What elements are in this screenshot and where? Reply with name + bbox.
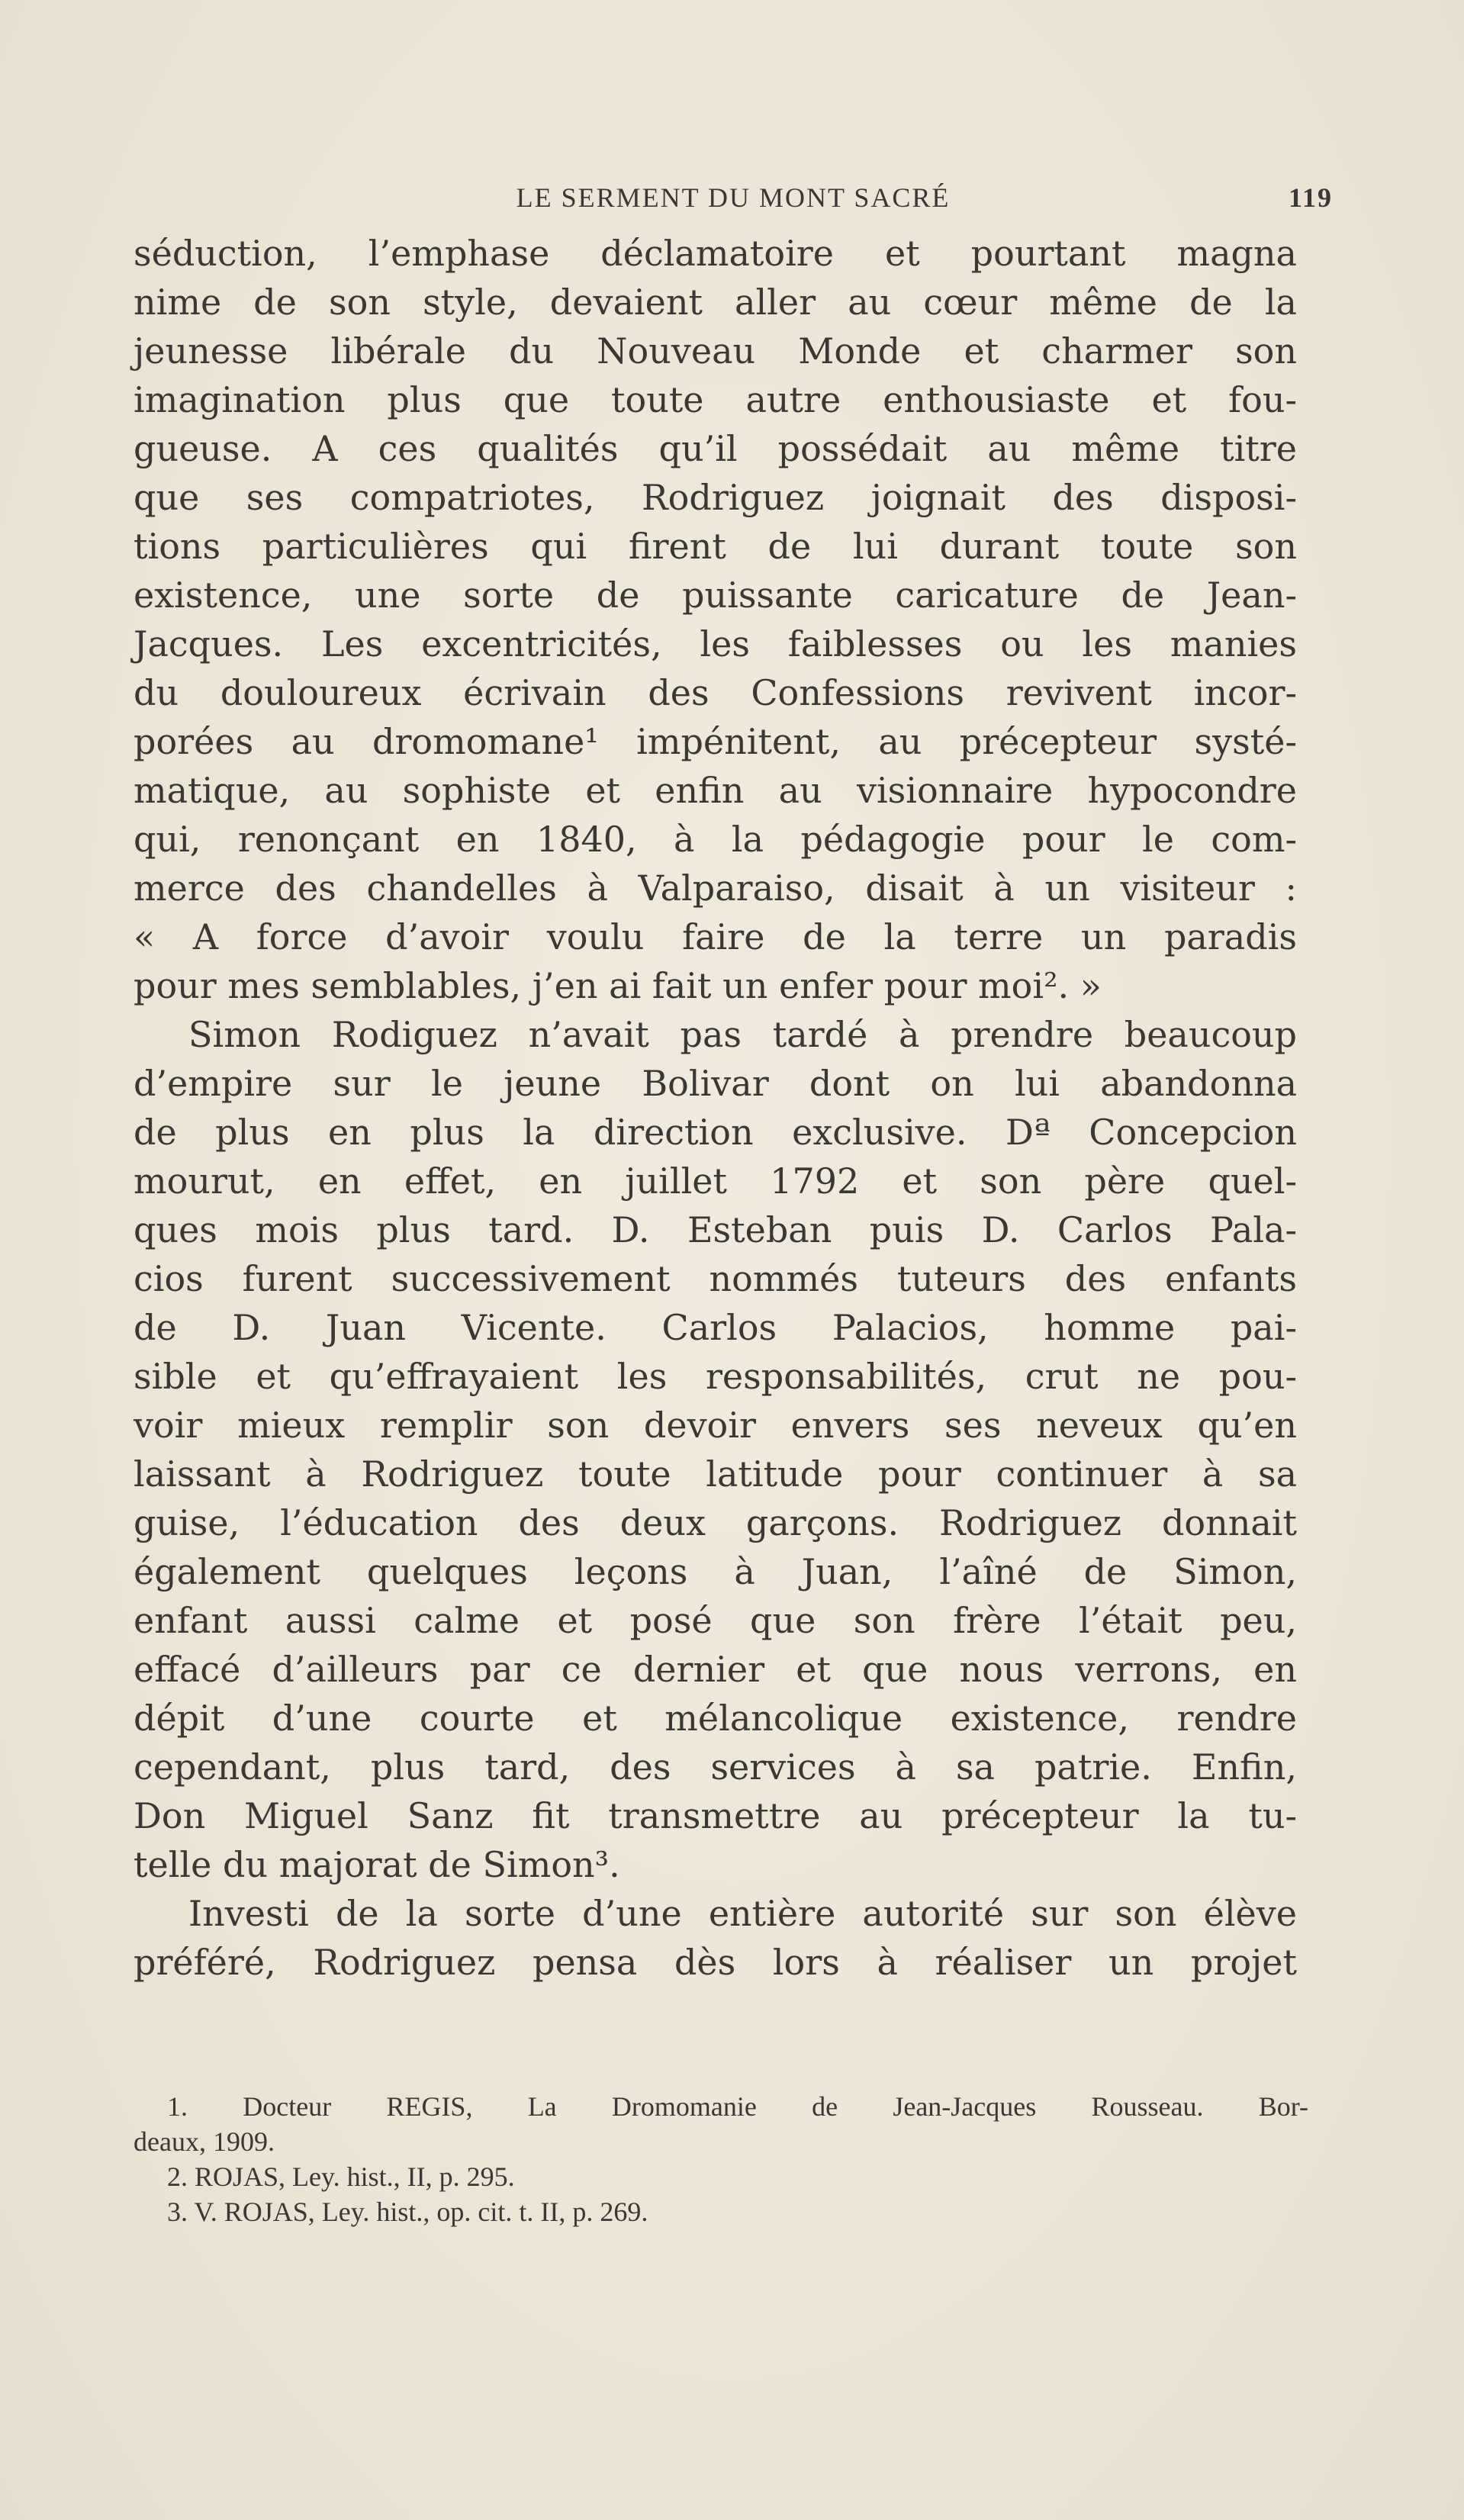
text-line: nime de son style, devaient aller au cœur même de la <box>134 282 1297 323</box>
text-line: pour mes semblables, j’en ai fait un enfer pour moi². » <box>134 965 1102 1006</box>
text-line: dépit d’une courte et mélancolique existence, rendre <box>134 1698 1297 1739</box>
text-line: effacé d’ailleurs par ce dernier et que nous verrons, en <box>134 1649 1297 1690</box>
text-line: sible et qu’effrayaient les responsabilités, crut ne pou- <box>134 1356 1297 1397</box>
text-line: de plus en plus la direction exclusive. Dª Concepcion <box>134 1112 1297 1153</box>
text-line: merce des chandelles à Valparaiso, disait à un visiteur : <box>134 867 1297 909</box>
text-line: Don Miguel Sanz fit transmettre au précepteur la tu- <box>134 1795 1297 1836</box>
text-line: de D. Juan Vicente. Carlos Palacios, homme pai- <box>134 1307 1297 1348</box>
text-line: jeunesse libérale du Nouveau Monde et charmer son <box>134 330 1297 372</box>
text-line: mourut, en effet, en juillet 1792 et son père quel- <box>134 1160 1297 1202</box>
text-line: ques mois plus tard. D. Esteban puis D. Carlos Pala- <box>134 1209 1297 1250</box>
text-line: voir mieux remplir son devoir envers ses neveux qu’en <box>134 1405 1297 1446</box>
text-line: Simon Rodiguez n’avait pas tardé à prendre beaucoup <box>188 1014 1297 1055</box>
running-title: LE SERMENT DU MONT SACRÉ <box>516 182 951 213</box>
footnote-2: 2. ROJAS, Ley. hist., II, p. 295. <box>167 2161 515 2192</box>
text-line: du douloureux écrivain des Confessions revivent incor- <box>134 672 1297 713</box>
text-line: telle du majorat de Simon³. <box>134 1844 620 1885</box>
text-line: « A force d’avoir voulu faire de la terre un paradis <box>134 916 1297 957</box>
text-line: porées au dromomane¹ impénitent, au précepteur systé- <box>134 721 1297 762</box>
page-number: 119 <box>1288 182 1333 213</box>
running-head <box>134 182 1333 220</box>
footnote-3: 3. V. ROJAS, Ley. hist., op. cit. t. II, p. 269. <box>167 2197 648 2227</box>
text-line: existence, une sorte de puissante caricature de Jean- <box>134 574 1297 616</box>
text-line: gueuse. A ces qualités qu’il possédait au même titre <box>134 428 1297 469</box>
footnote-1-continuation: deaux, 1909. <box>134 2126 275 2157</box>
footnotes <box>134 2089 1308 2229</box>
text-line: cios furent successivement nommés tuteurs des enfants <box>134 1258 1297 1299</box>
text-line: séduction, l’emphase déclamatoire et pourtant magna <box>134 233 1297 274</box>
text-line: Investi de la sorte d’une entière autorité sur son élève <box>188 1893 1297 1934</box>
text-line: également quelques leçons à Juan, l’aîné de Simon, <box>134 1551 1297 1592</box>
text-line: qui, renonçant en 1840, à la pédagogie pour le com- <box>134 819 1297 860</box>
text-line: matique, au sophiste et enfin au visionnaire hypocondre <box>134 770 1297 811</box>
text-line: tions particulières qui firent de lui durant toute son <box>134 526 1297 567</box>
text-line: laissant à Rodriguez toute latitude pour continuer à sa <box>134 1453 1297 1495</box>
text-line: que ses compatriotes, Rodriguez joignait des disposi- <box>134 477 1297 518</box>
footnote-1: 1. Docteur REGIS, La Dromomanie de Jean-Jacques Rousseau. Bor- <box>167 2091 1308 2122</box>
text-line: préféré, Rodriguez pensa dès lors à réaliser un projet <box>134 1942 1297 1983</box>
text-line: enfant aussi calme et posé que son frère l’était peu, <box>134 1600 1297 1641</box>
text-line: Jacques. Les excentricités, les faiblesses ou les manies <box>134 623 1297 665</box>
body-text <box>134 229 1297 1987</box>
text-line: guise, l’éducation des deux garçons. Rodriguez donnait <box>134 1502 1297 1543</box>
text-line: cependant, plus tard, des services à sa patrie. Enfin, <box>134 1746 1297 1788</box>
text-line: d’empire sur le jeune Bolivar dont on lui abandonna <box>134 1063 1297 1104</box>
text-line: imagination plus que toute autre enthousiaste et fou- <box>134 379 1297 420</box>
